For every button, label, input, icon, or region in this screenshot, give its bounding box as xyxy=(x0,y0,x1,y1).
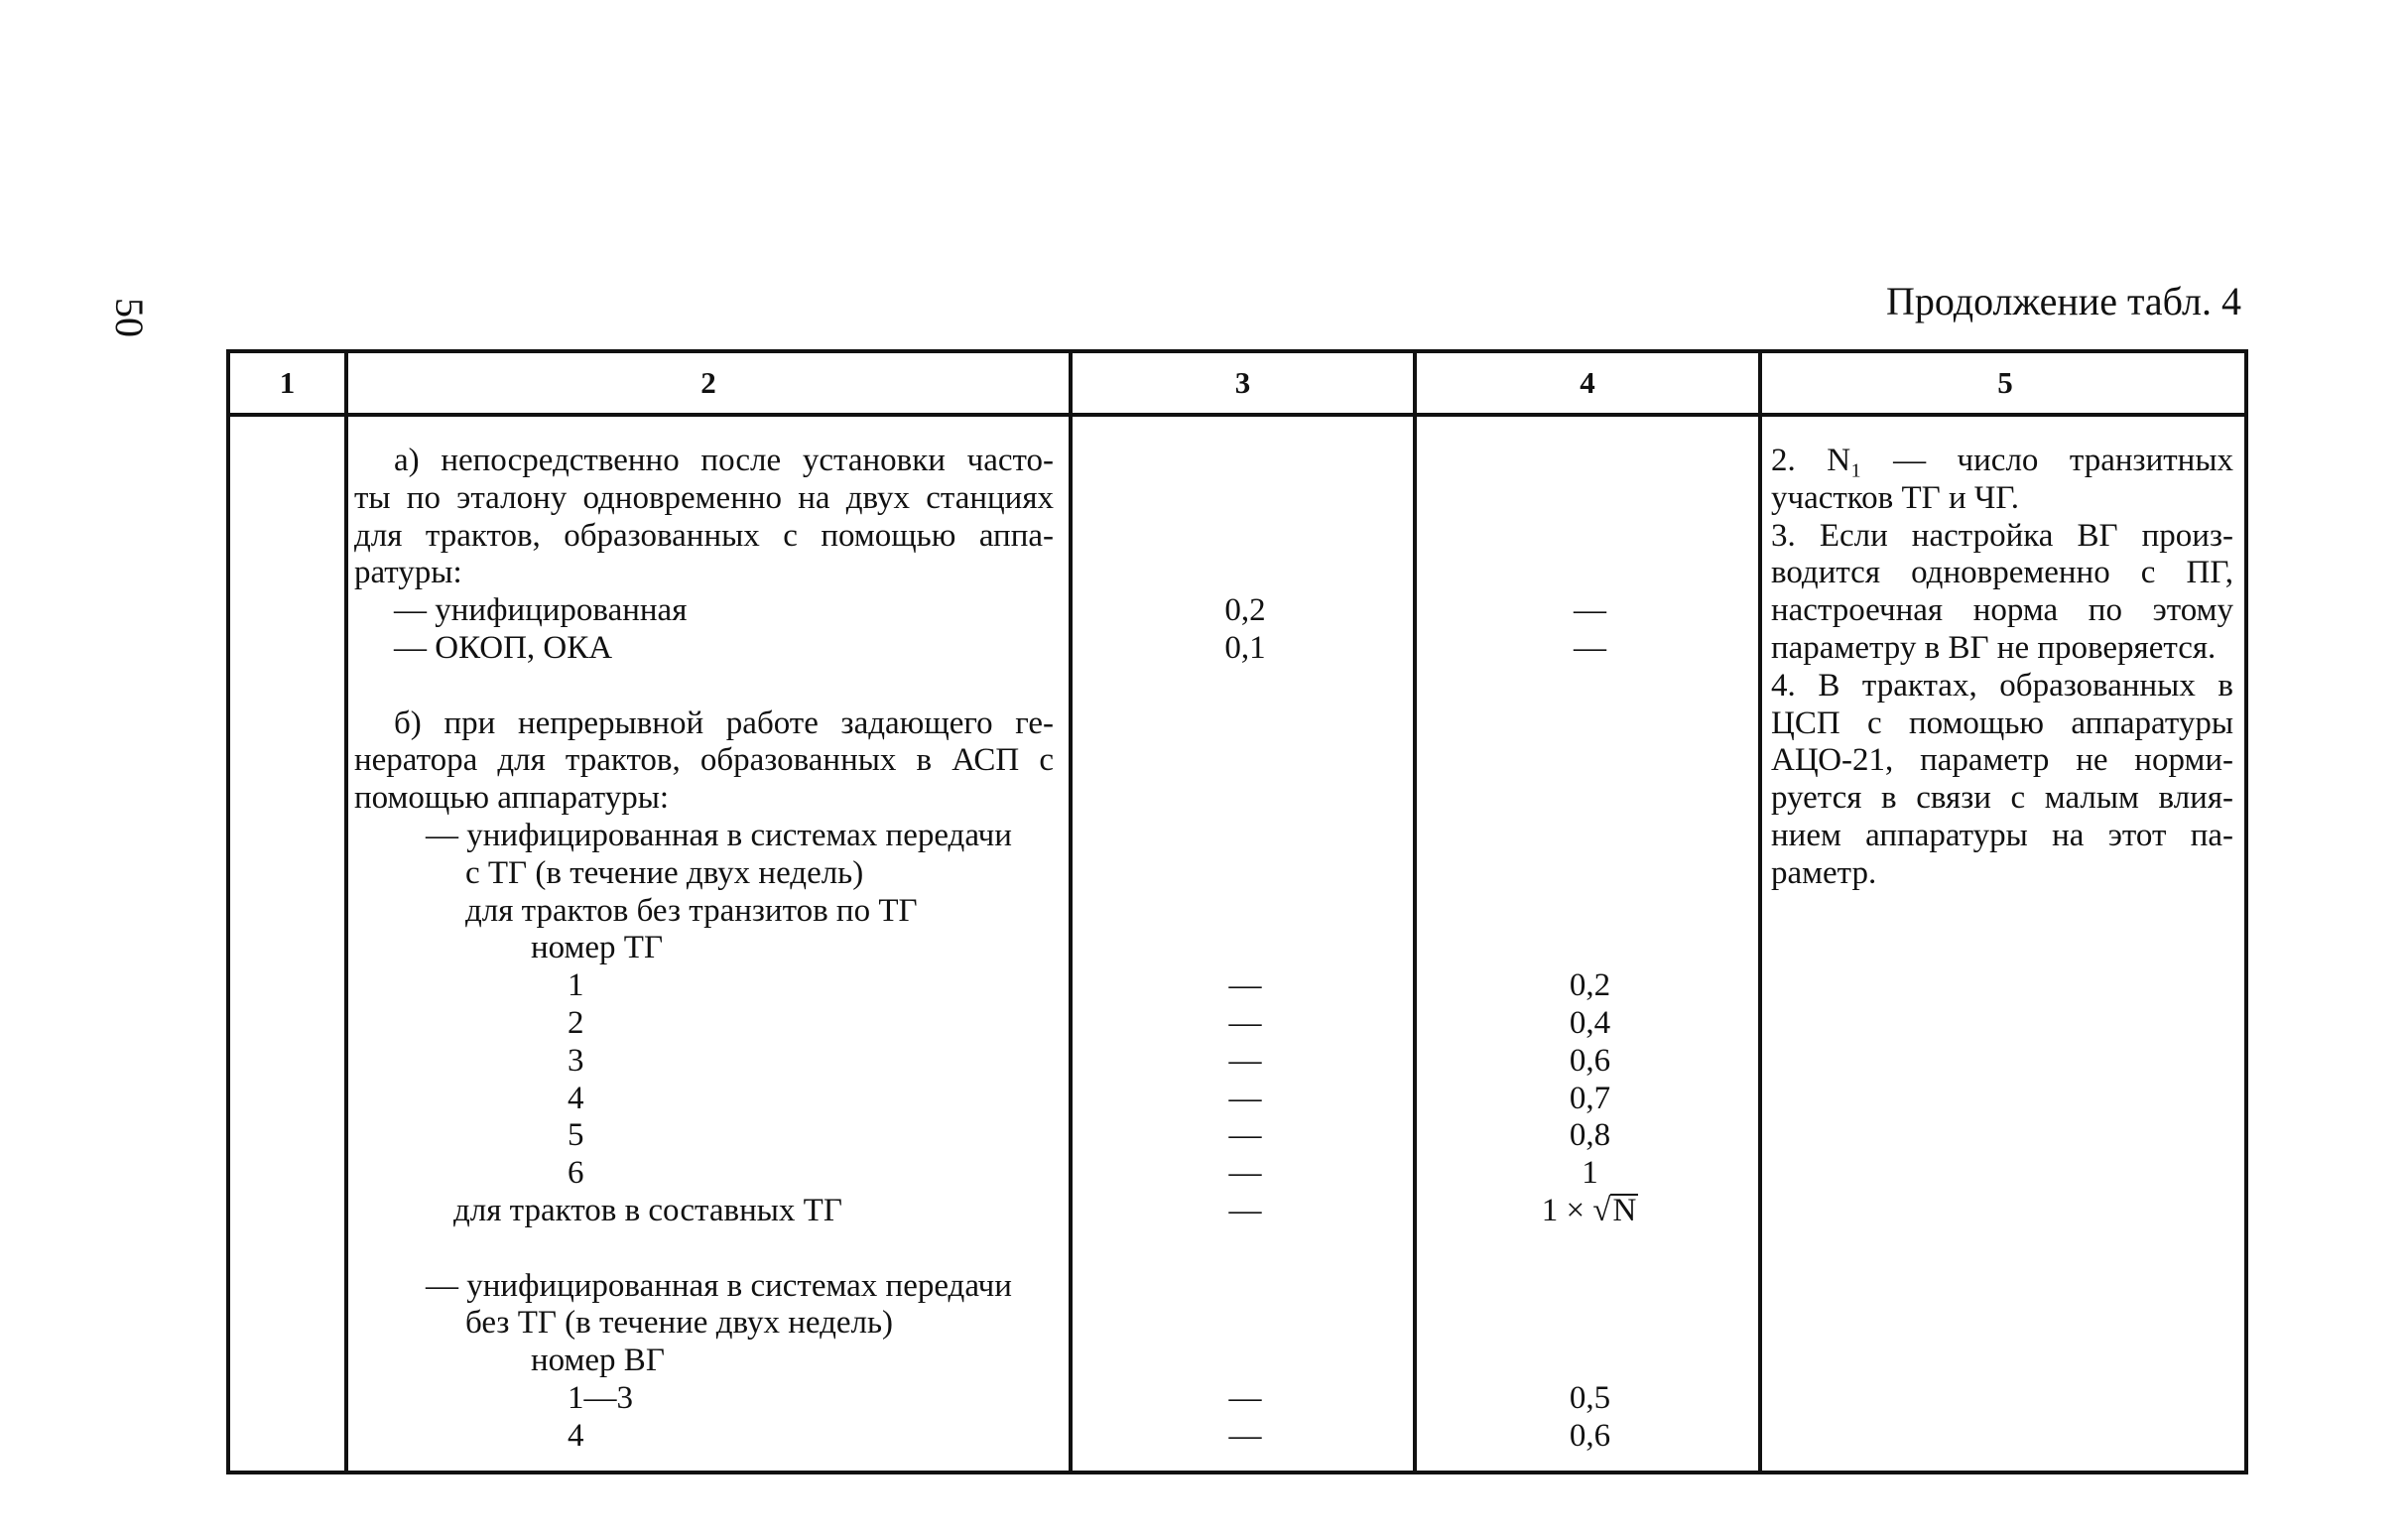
note-line: водится одновременно с ПГ, xyxy=(1771,555,2233,591)
tg-number-cell: 2 xyxy=(568,1004,584,1041)
text-line: без ТГ (в течение двух недель) xyxy=(465,1305,894,1342)
note-line: участков ТГ и ЧГ. xyxy=(1771,479,2019,516)
value-cell: — xyxy=(1228,1417,1262,1454)
formula-prefix: 1 × √ xyxy=(1541,1192,1611,1228)
header-col-3: 3 xyxy=(1234,365,1251,400)
value-cell: — xyxy=(1228,967,1262,1004)
value-cell: 0,4 xyxy=(1569,1004,1611,1041)
text-line: помощью аппаратуры: xyxy=(354,780,670,817)
value-cell: — xyxy=(1228,1004,1262,1041)
text-line: — унифицированная xyxy=(394,592,688,629)
note-line: руется в связи с малым влия- xyxy=(1771,780,2233,817)
tg-number-cell: 3 xyxy=(568,1042,584,1079)
column-4-values xyxy=(1423,443,1757,1456)
value-cell: — xyxy=(1228,1042,1262,1079)
column-3-values xyxy=(1078,443,1412,1456)
column-divider xyxy=(1413,353,1417,1471)
text-line: с ТГ (в течение двух недель) xyxy=(465,854,864,891)
text-line: для трактов без транзитов по ТГ xyxy=(465,892,918,929)
note-line: раметр. xyxy=(1771,854,1877,891)
note-line: нием аппаратуры на этот па- xyxy=(1771,817,2233,853)
value-cell: 0,5 xyxy=(1569,1379,1611,1416)
value-cell: — xyxy=(1574,629,1606,666)
value-cell: 0,7 xyxy=(1569,1080,1611,1116)
note-line: ЦСП с помощью аппаратуры xyxy=(1771,704,2233,741)
vg-number-cell: 4 xyxy=(568,1417,584,1454)
header-divider xyxy=(230,413,2244,417)
value-cell: — xyxy=(1228,1080,1262,1116)
tg-number-cell: 4 xyxy=(568,1080,584,1116)
tg-number-cell: 6 xyxy=(568,1155,584,1192)
text-line: для трактов, образованных с помощью аппа- xyxy=(354,517,1054,554)
value-cell: 0,8 xyxy=(1569,1117,1611,1154)
text-line: нератора для трактов, образованных в АСП с xyxy=(354,742,1054,779)
value-cell: 0,6 xyxy=(1569,1042,1611,1079)
value-cell: — xyxy=(1228,1379,1262,1416)
value-cell: 0,2 xyxy=(1224,592,1266,629)
header-col-4: 4 xyxy=(1580,365,1595,400)
header-col-2: 2 xyxy=(700,365,716,400)
note-line: 4. В трактах, образованных в xyxy=(1771,667,2233,704)
column-divider xyxy=(344,353,348,1471)
formula-radicand: N xyxy=(1612,1192,1637,1228)
text-line: ты по эталону одновременно на двух станциях xyxy=(354,479,1054,516)
note-line: настроечная норма по этому xyxy=(1771,592,2233,629)
page-number: 50 xyxy=(107,298,152,337)
text-line: номер ТГ xyxy=(531,930,664,966)
text-line: а) непосредственно после установки часто- xyxy=(394,443,1054,478)
note-line: АЦО-21, параметр не норми- xyxy=(1771,742,2233,779)
value-cell: — xyxy=(1228,1155,1262,1192)
note-line: 3. Если настройка ВГ произ- xyxy=(1771,517,2233,554)
header-col-5: 5 xyxy=(1997,365,2013,400)
vg-number-cell: 1—3 xyxy=(568,1379,633,1416)
note-line: 2. N₁ — число транзитных xyxy=(1771,443,2233,478)
text-line: — ОКОП, ОКА xyxy=(394,629,613,666)
column-divider xyxy=(1069,353,1073,1471)
value-cell: 0,1 xyxy=(1224,629,1266,666)
text-line: для трактов в составных ТГ xyxy=(453,1192,842,1228)
text-line: ратуры: xyxy=(354,555,462,591)
notes-column xyxy=(1771,443,2233,893)
text-line: б) при непрерывной работе задающего ге- xyxy=(394,704,1054,741)
data-table xyxy=(226,349,2248,1474)
value-cell: 0,6 xyxy=(1569,1417,1611,1454)
text-line: номер ВГ xyxy=(531,1343,665,1379)
column-divider xyxy=(1758,353,1762,1471)
table-continuation-label: Продолжение табл. 4 xyxy=(1886,279,2241,323)
header-col-1: 1 xyxy=(279,365,296,400)
value-cell: 0,2 xyxy=(1569,967,1611,1004)
value-cell: — xyxy=(1228,1192,1262,1228)
formula-cell xyxy=(1423,1193,1757,1230)
value-cell: — xyxy=(1228,1117,1262,1154)
text-line: — унифицированная в системах передачи xyxy=(426,817,1012,853)
text-line: — унифицированная в системах передачи xyxy=(426,1267,1012,1304)
value-cell: 1 xyxy=(1582,1155,1598,1192)
note-line: параметру в ВГ не проверяется. xyxy=(1771,629,2217,666)
tg-number-cell: 1 xyxy=(568,967,584,1004)
value-cell: — xyxy=(1574,592,1606,629)
parameter-description-column xyxy=(354,443,1054,1456)
tg-number-cell: 5 xyxy=(568,1117,584,1154)
